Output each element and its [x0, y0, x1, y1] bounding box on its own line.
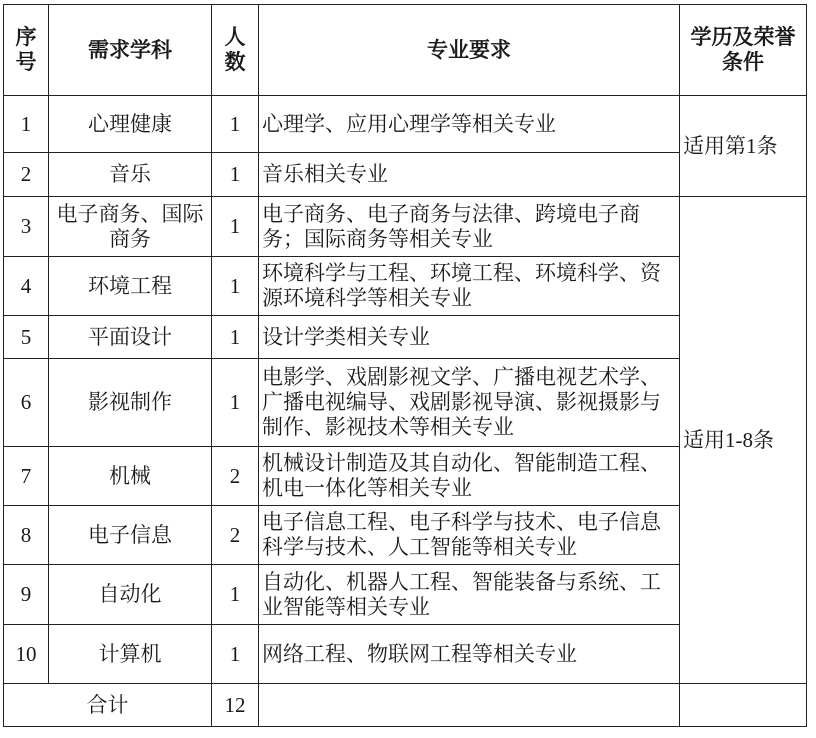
condition-group-2: [680, 197, 807, 684]
total-count: 12: [212, 684, 259, 727]
row-seq: 9: [4, 565, 49, 625]
row-major: 环境科学与工程、环境工程、环境科学、资源环境科学等相关专业: [259, 257, 680, 316]
row-seq: 4: [4, 257, 49, 316]
row-subject: 环境工程: [49, 257, 212, 316]
row-count: 2: [212, 447, 259, 506]
header-row: [4, 5, 807, 96]
row-major: 网络工程、物联网工程等相关专业: [259, 625, 680, 684]
row-count: 1: [212, 625, 259, 684]
row-major: 心理学、应用心理学等相关专业: [259, 96, 680, 153]
row-seq: 6: [4, 359, 49, 447]
row-count: 2: [212, 506, 259, 565]
row-seq: 8: [4, 506, 49, 565]
condition-text-1: 适用第1条: [683, 133, 778, 158]
row-subject: 自动化: [49, 565, 212, 625]
condition-group-1: [680, 96, 807, 197]
total-condition-empty: [680, 684, 807, 727]
row-subject: 计算机: [49, 625, 212, 684]
row-seq: 2: [4, 153, 49, 197]
total-label: 合计: [4, 684, 212, 727]
row-major: 自动化、机器人工程、智能装备与系统、工业智能等相关专业: [259, 565, 680, 625]
row-major: 电影学、戏剧影视文学、广播电视艺术学、广播电视编导、戏剧影视导演、影视摄影与制作、影视技术等相关专业: [259, 359, 680, 447]
condition-text-2: 适用1-8条: [683, 427, 774, 452]
recruitment-table: [3, 4, 807, 727]
row-major: 电子商务、电子商务与法律、跨境电子商务；国际商务等相关专业: [259, 197, 680, 257]
row-subject: 心理健康: [49, 96, 212, 153]
row-count: 1: [212, 96, 259, 153]
row-seq: 3: [4, 197, 49, 257]
header-condition: 学历及荣誉条件: [680, 5, 807, 96]
row-subject: 音乐: [49, 153, 212, 197]
header-count: 人数: [212, 5, 259, 96]
row-count: 1: [212, 565, 259, 625]
total-major-empty: [259, 684, 680, 727]
table-row: [4, 197, 807, 257]
row-seq: 1: [4, 96, 49, 153]
row-subject: 电子商务、国际商务: [49, 197, 212, 257]
header-subject: 需求学科: [49, 5, 212, 96]
row-count: 1: [212, 257, 259, 316]
row-count: 1: [212, 359, 259, 447]
row-count: 1: [212, 153, 259, 197]
row-count: 1: [212, 197, 259, 257]
table-row: [4, 96, 807, 153]
row-major: 电子信息工程、电子科学与技术、电子信息科学与技术、人工智能等相关专业: [259, 506, 680, 565]
row-subject: 影视制作: [49, 359, 212, 447]
total-row: [4, 684, 807, 727]
header-seq: 序号: [4, 5, 49, 96]
row-seq: 7: [4, 447, 49, 506]
row-seq: 10: [4, 625, 49, 684]
row-count: 1: [212, 316, 259, 359]
row-major: 音乐相关专业: [259, 153, 680, 197]
row-major: 设计学类相关专业: [259, 316, 680, 359]
row-subject: 机械: [49, 447, 212, 506]
row-seq: 5: [4, 316, 49, 359]
header-major: 专业要求: [259, 5, 680, 96]
row-major: 机械设计制造及其自动化、智能制造工程、机电一体化等相关专业: [259, 447, 680, 506]
row-subject: 电子信息: [49, 506, 212, 565]
row-subject: 平面设计: [49, 316, 212, 359]
